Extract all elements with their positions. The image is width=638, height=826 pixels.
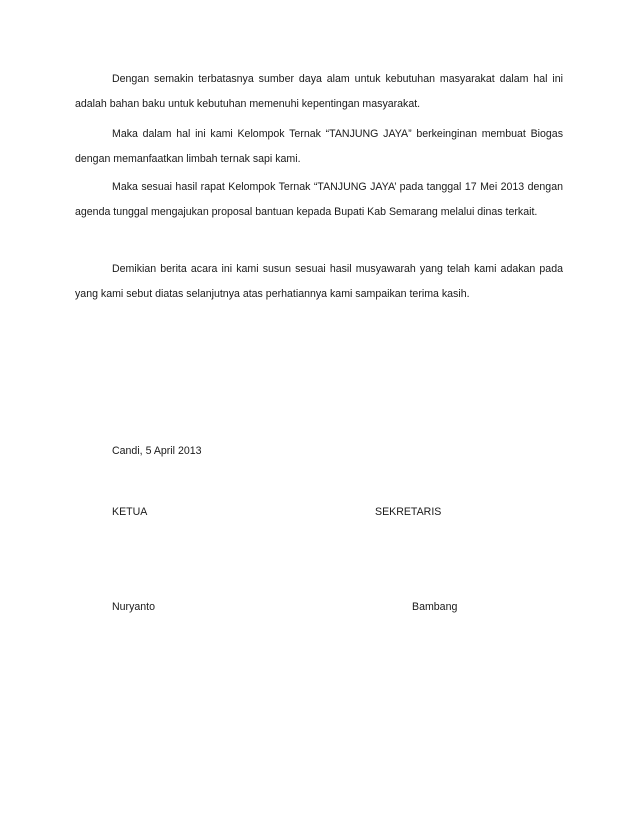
signatory-left-title: KETUA — [112, 506, 148, 518]
paragraph-line: Dengan semakin terbatasnya sumber daya alam untuk kebutuhan masyarakat dalam hal ini — [112, 73, 563, 85]
paragraph-line: adalah bahan baku untuk kebutuhan memenuhi kepentingan masyarakat. — [75, 98, 421, 110]
paragraph-line: yang kami sebut diatas selanjutnya atas perhatiannya kami sampaikan terima kasih. — [75, 288, 470, 300]
paragraph-resource-scarcity — [75, 67, 563, 117]
signatory-right-name: Bambang — [412, 601, 458, 613]
paragraph-meeting-result — [75, 175, 563, 225]
signatory-right-title: SEKRETARIS — [375, 506, 442, 518]
paragraph-line: Maka dalam hal ini kami Kelompok Ternak “TANJUNG JAYA” berkeinginan membuat Biogas — [112, 128, 563, 140]
paragraph-line: Maka sesuai hasil rapat Kelompok Ternak “TANJUNG JAYA’ pada tanggal 17 Mei 2013 dengan — [112, 181, 563, 193]
paragraph-biogas-intent — [75, 122, 563, 172]
paragraph-line: agenda tunggal mengajukan proposal bantuan kepada Bupati Kab Semarang melalui dinas terkait. — [75, 206, 538, 218]
paragraph-closing — [75, 257, 563, 307]
paragraph-line: Demikian berita acara ini kami susun sesuai hasil musyawarah yang telah kami adakan pada — [112, 263, 563, 275]
paragraph-line: dengan memanfaatkan limbah ternak sapi kami. — [75, 153, 301, 165]
signatory-left-name: Nuryanto — [112, 601, 155, 613]
place-date: Candi, 5 April 2013 — [112, 445, 202, 457]
